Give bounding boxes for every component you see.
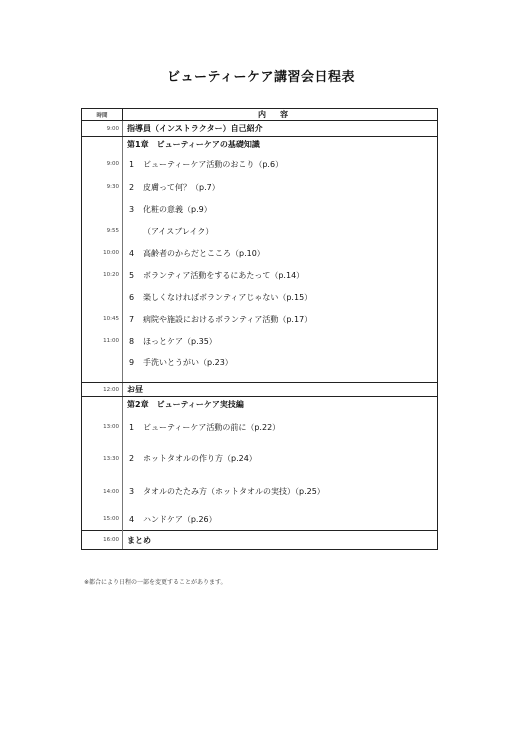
item-number: 2: [129, 182, 135, 192]
item-text: ビューティーケア活動の前に（p.22）: [143, 422, 281, 432]
table-row: [82, 412, 438, 442]
table-row: [82, 121, 438, 137]
row-content: [123, 220, 438, 242]
row-content: [123, 308, 438, 330]
footnote: ※都合により日程の一部を変更することがあります。: [84, 579, 227, 586]
item-number: 3: [129, 487, 135, 496]
item-text: 手洗いとうがい（p.23）: [143, 357, 233, 367]
item-text: （アイスブレイク）: [143, 226, 214, 236]
item-number: 7: [129, 314, 135, 324]
schedule-rows: [82, 121, 438, 550]
row-content: [123, 242, 438, 264]
item-number: 2: [129, 454, 135, 463]
chapter-heading: 第2章 ビューティーケア実技編: [127, 400, 244, 409]
table-row: [82, 137, 438, 153]
schedule-table: [81, 108, 438, 550]
item-number: 3: [129, 204, 135, 214]
table-row: [82, 383, 438, 397]
row-time: 10:00: [82, 242, 123, 264]
item-text: ハンドケア（p.26）: [143, 514, 217, 524]
item-text: 楽しくなければボランティアじゃない（p.15）: [143, 292, 313, 302]
row-content: [123, 176, 438, 198]
row-content: [123, 531, 438, 550]
table-row: [82, 264, 438, 286]
row-time: [82, 352, 123, 372]
row-content: [123, 397, 438, 413]
row-content: [123, 412, 438, 442]
table-row: [82, 372, 438, 383]
row-time: 12:00: [82, 383, 123, 397]
row-time: 13:00: [82, 412, 123, 442]
table-row: [82, 442, 438, 475]
row-content: [123, 475, 438, 508]
row-content: [123, 264, 438, 286]
row-time: 14:00: [82, 475, 123, 508]
item-number: 8: [129, 336, 135, 346]
item-number: 1: [129, 159, 135, 169]
row-time: [82, 372, 123, 383]
page-title: ビューティーケア講習会日程表: [167, 70, 355, 85]
row-content: [123, 383, 438, 397]
row-time: 16:00: [82, 531, 123, 550]
table-row: [82, 308, 438, 330]
item-text: お昼: [127, 385, 143, 394]
row-time: 15:00: [82, 508, 123, 531]
table-row: [82, 286, 438, 308]
item-text: 皮膚って何？（p.7）: [143, 182, 220, 192]
row-content: [123, 198, 438, 220]
item-number: 5: [129, 270, 135, 280]
row-time: [82, 137, 123, 153]
table-row: [82, 397, 438, 413]
row-time: [82, 198, 123, 220]
table-row: [82, 242, 438, 264]
item-text: まとめ: [127, 535, 151, 545]
table-row: [82, 176, 438, 198]
row-content: [123, 137, 438, 153]
row-time: 9:00: [82, 121, 123, 137]
item-number: 9: [129, 357, 135, 367]
row-content: [123, 330, 438, 352]
item-text: タオルのたたみ方（ホットタオルの実技）（p.25）: [143, 487, 325, 496]
item-number: 6: [129, 292, 135, 302]
table-row: [82, 531, 438, 550]
item-text: 病院や施設におけるボランティア活動（p.17）: [143, 314, 313, 324]
item-text: ボランティア活動をするにあたって（p.14）: [143, 270, 305, 280]
row-content: [123, 508, 438, 531]
row-time: 9:55: [82, 220, 123, 242]
row-content: [123, 372, 438, 383]
table-row: [82, 198, 438, 220]
item-text: ホットタオルの作り方（p.24）: [143, 454, 257, 463]
item-text: 化粧の意義（p.9）: [143, 204, 212, 214]
row-time: 9:00: [82, 152, 123, 176]
table-row: [82, 508, 438, 531]
chapter-heading: 第1章 ビューティーケアの基礎知識: [127, 140, 260, 149]
item-number: 1: [129, 422, 135, 432]
row-time: 10:45: [82, 308, 123, 330]
table-row: [82, 152, 438, 176]
table-header-row: [82, 109, 438, 121]
item-text: 高齢者のからだとこころ（p.10）: [143, 248, 265, 258]
header-time: 時間: [82, 109, 123, 121]
row-time: 9:30: [82, 176, 123, 198]
row-content: [123, 442, 438, 475]
row-time: [82, 397, 123, 413]
row-content: [123, 352, 438, 372]
item-number: 4: [129, 514, 135, 524]
row-content: [123, 152, 438, 176]
row-content: [123, 121, 438, 137]
item-text: ほっとケア（p.35）: [143, 336, 217, 346]
table-row: [82, 475, 438, 508]
header-content: 内容: [123, 109, 438, 121]
item-text: 指導員（インストラクター）自己紹介: [127, 124, 263, 133]
table-row: [82, 220, 438, 242]
item-text: ビューティーケア活動のおこり（p.6）: [143, 159, 284, 169]
row-time: 13:30: [82, 442, 123, 475]
item-number: 4: [129, 248, 135, 258]
row-time: 11:00: [82, 330, 123, 352]
row-time: 10:20: [82, 264, 123, 286]
row-content: [123, 286, 438, 308]
table-row: [82, 330, 438, 352]
table-row: [82, 352, 438, 372]
row-time: [82, 286, 123, 308]
